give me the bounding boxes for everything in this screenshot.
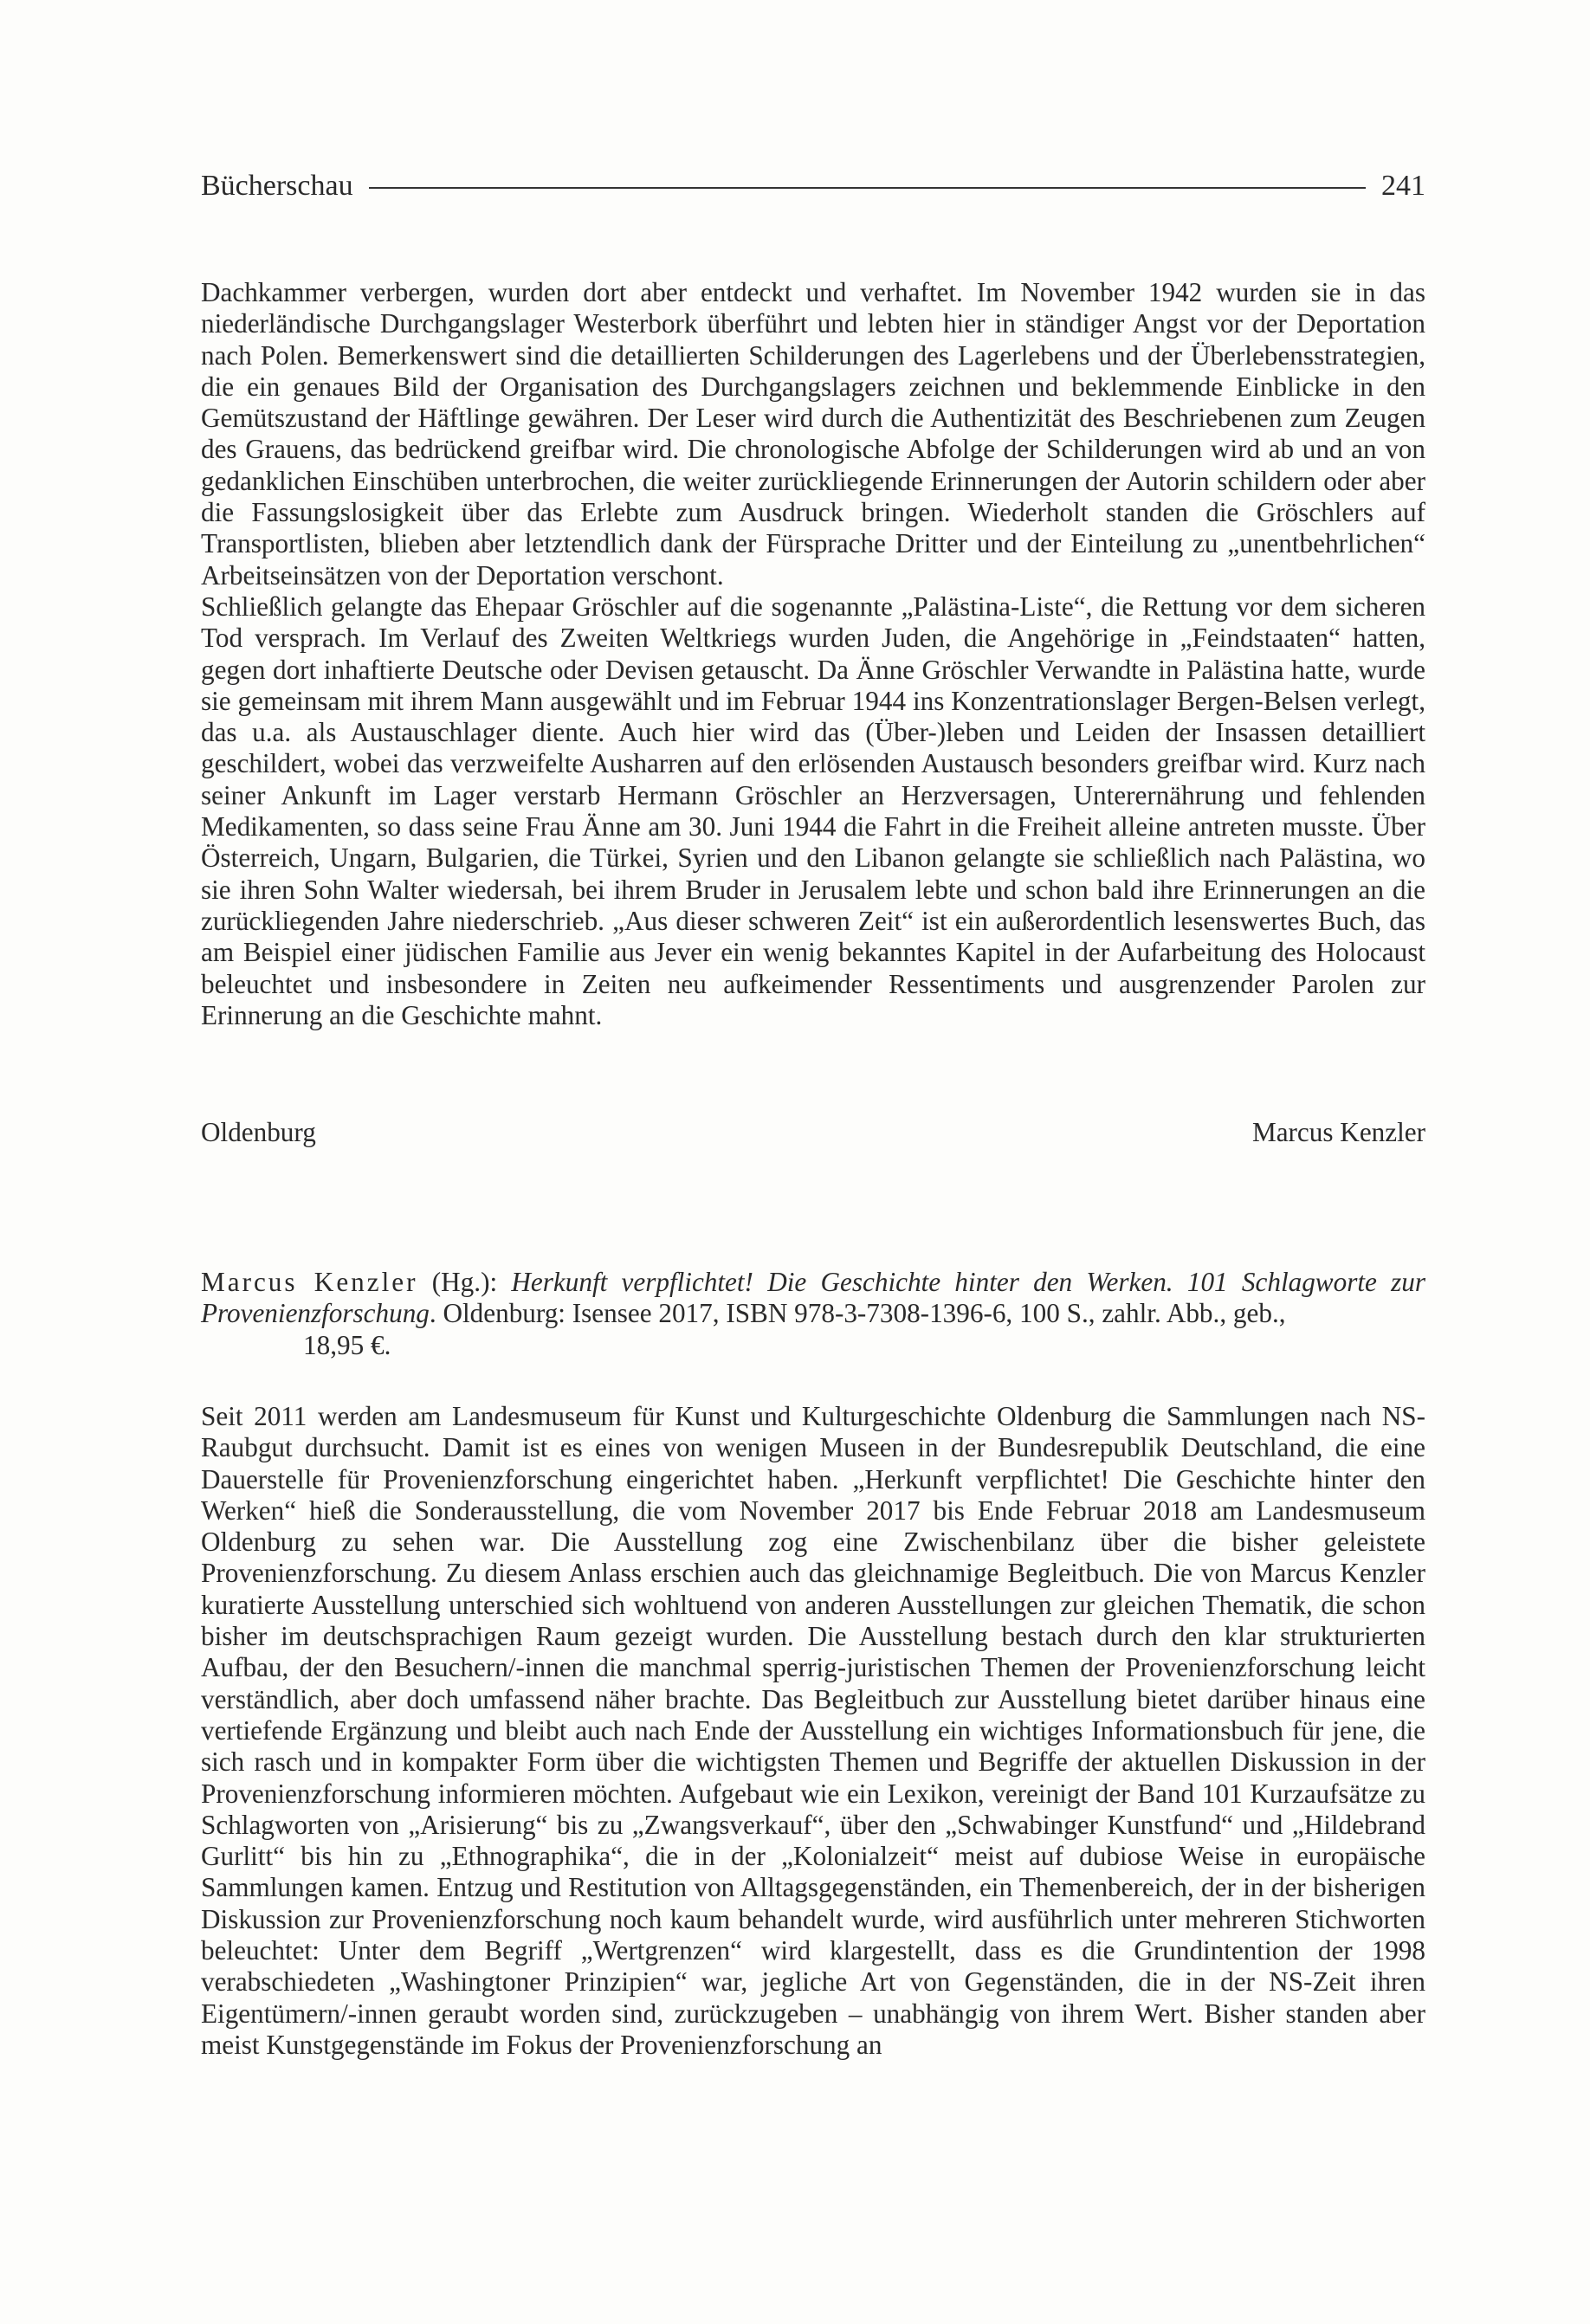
review-2-body [201,1401,1425,2061]
citation-author: Marcus Kenzler [201,1267,418,1297]
review-1-paragraph-1: Dachkammer verbergen, wurden dort aber entdeckt und verhaftet. Im November 1942 wurden sie in das niederländische Durchgangslager Westerbork überführt und lebten hier in ständiger Angst vor der Deportation nach Polen. Bemerkenswert sind die detaillierten Schilderungen des Lagerlebens und der Überlebensstrategien, die ein genaues Bild der Organisation des Durchgangslagers zeichnen und beklemmende Einblicke in den Gemütszustand der Häftlinge gewähren. Der Leser wird durch die Authentizität des Beschriebenen zum Zeugen des Grauens, das bedrückend greifbar wird. Die chronologische Abfolge der Schilderungen wird ab und an von gedanklichen Einschüben unterbrochen, die weiter zurückliegende Erinnerungen der Autorin schildern oder aber die Fassungslosigkeit über das Erlebte zum Ausdruck bringen. Wiederholt standen die Gröschlers auf Transportlisten, blieben aber letztendlich dank der Fürsprache Dritter und der Einteilung zu „unentbehrlichen“ Arbeitseinsätzen von der Deportation verschont. [201,277,1425,591]
citation-title: Herkunft verpflichtet! Die Geschichte hinter den Werken. 101 Schlagworte zur Provenienzforschung [201,1267,1425,1329]
review-1-reviewer: Marcus Kenzler [1251,1117,1425,1147]
citation-price: 18,95 €. [303,1329,391,1360]
section-title: Bücherschau [201,170,353,202]
review-2-paragraph-1: Seit 2011 werden am Landesmuseum für Kunst und Kulturgeschichte Oldenburg die Sammlungen nach NS-Raubgut durchsucht. Damit ist es eines von wenigen Museen in der Bundesrepublik Deutschland, die eine Dauerstelle für Provenienzforschung eingerichtet haben. „Herkunft verpflichtet! Die Geschichte hinter den Werken“ hieß die Sonderausstellung, die vom November 2017 bis Ende Februar 2018 am Landesmuseum Oldenburg zu sehen war. Die Ausstellung zog eine Zwischenbilanz über die bisher geleistete Provenienzforschung. Zu diesem Anlass erschien auch das gleichnamige Begleitbuch. Die von Marcus Kenzler kuratierte Ausstellung unterschied sich wohltuend von anderen Ausstellungen zur gleichen Thematik, die schon bisher im deutschsprachigen Raum gezeigt wurden. Die Ausstellung bestach durch den klar strukturierten Aufbau, der den Besuchern/-innen die manchmal sperrig-juristischen Themen der Provenienzforschung leicht verständlich, aber doch umfassend näher brachte. Das Begleitbuch zur Ausstellung bietet darüber hinaus eine vertiefende Ergänzung und bleibt auch nach Ende der Ausstellung ein wichtiges Informationsbuch für jene, die sich rasch und in kompakter Form über die wichtigsten Themen und Begriffe der aktuellen Diskussion in der Provenienzforschung informieren möchten. Aufgebaut wie ein Lexikon, vereinigt der Band 101 Kurzaufsätze zu Schlagworten von „Arisierung“ bis zu „Zwangsverkauf“, über den „Schwabinger Kunstfund“ und „Hildebrand Gurlitt“ bis hin zu „Ethnographika“, die in der „Kolonialzeit“ meist auf dubiose Weise in europäische Sammlungen kamen. Entzug und Restitution von Alltagsgegenständen, ein Themenbereich, der in der bisherigen Diskussion zur Provenienzforschung noch kaum behandelt wurde, wird ausführlich unter mehreren Stichworten beleuchtet: Unter dem Begriff „Wertgrenzen“ wird klargestellt, dass es die Grundintention der 1998 verabschiedeten „Washingtoner Prinzipien“ war, jegliche Art von Gegenständen, die in der NS-Zeit ihren Eigentümern/-innen geraubt worden sind, zurückzugeben – unabhängig von ihrem Wert. Bisher standen aber meist Kunstgegenstände im Fokus der Provenienzforschung an [201,1401,1425,2060]
review-2-citation [201,1267,1425,1361]
citation-editor-note: (Hg.): [417,1267,512,1297]
header-rule [369,187,1366,189]
review-1-body [201,277,1425,1031]
review-1-paragraph-2: Schließlich gelangte das Ehepaar Gröschler auf die sogenannte „Palästina-Liste“, die Rettung vor dem sicheren Tod versprach. Im Verlauf des Zweiten Weltkriegs wurden Juden, die Angehörige in „Feindstaaten“ hatten, gegen dort inhaftierte Deutsche oder Devisen getauscht. Da Änne Gröschler Verwandte in Palästina hatte, wurde sie gemeinsam mit ihrem Mann ausgewählt und im Februar 1944 ins Konzentrationslager Bergen-Belsen verlegt, das u.a. als Austauschlager diente. Auch hier wird das (Über-)leben und Leiden der Insassen detailliert geschildert, wobei das verzweifelte Ausharren auf den erlösenden Austausch besonders greifbar wird. Kurz nach seiner Ankunft im Lager verstarb Hermann Gröschler an Herzversagen, Unterernährung und fehlenden Medikamenten, so dass seine Frau Änne am 30. Juni 1944 die Fahrt in die Freiheit alleine antreten musste. Über Österreich, Ungarn, Bulgarien, die Türkei, Syrien und den Libanon gelangte sie schließlich nach Palästina, wo sie ihren Sohn Walter wiedersah, bei ihrem Bruder in Jerusalem lebte und schon bald ihre Erinnerungen an die zurückliegenden Jahre niederschrieb. „Aus dieser schweren Zeit“ ist ein außerordentlich lesenswertes Buch, das am Beispiel einer jüdischen Familie aus Jever ein wenig bekanntes Kapitel in der Aufarbeitung des Holocaust beleuchtet und insbesondere in Zeiten neu aufkeimender Ressentiments und ausgrenzender Parolen zur Erinnerung an die Geschichte mahnt. [201,591,1425,1030]
page-number: 241 [1381,170,1425,202]
review-1-signature [201,1117,1425,1148]
citation-publication: . Oldenburg: Isensee 2017, ISBN 978-3-7308-1396-6, 100 S., zahlr. Abb., geb., [429,1298,1286,1329]
review-1-place: Oldenburg [201,1117,316,1147]
running-header [201,165,1425,208]
